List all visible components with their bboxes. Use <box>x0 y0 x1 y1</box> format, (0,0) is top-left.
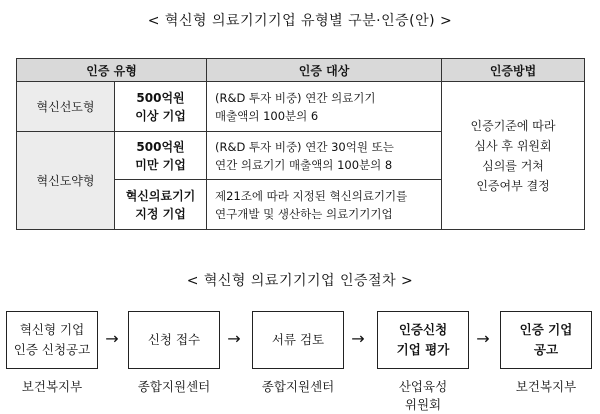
group-innovation-leading: 혁신선도형 <box>17 82 115 132</box>
process-title: < 혁신형 의료기기기업 인증절차 > <box>186 273 414 289</box>
criteria-title: < 혁신형 의료기기기업 유형별 구분·인증(안) > <box>147 13 453 29</box>
step-box-announcement: 혁신형 기업 인증 신청공고 <box>6 311 98 369</box>
table-header-row <box>17 59 585 82</box>
step-box-evaluation: 인증신청 기업 평가 <box>377 311 469 369</box>
arrow-icon: → <box>476 329 490 348</box>
arrow-icon: → <box>227 329 241 348</box>
step-box-final-announcement: 인증 기업 공고 <box>500 311 592 369</box>
group-innovation-leap: 혁신도약형 <box>17 132 115 230</box>
row-type-cell: 혁신의료기기 지정 기업 <box>115 180 207 230</box>
step-org-label: 종합지원센터 <box>261 379 335 394</box>
step-org-label: 종합지원센터 <box>137 379 211 394</box>
row-target-cell: 제21조에 따라 지정된 혁신의료기기를 연구개발 및 생산하는 의료기기기업 <box>207 180 442 230</box>
row-target-cell: (R&D 투자 비중) 연간 의료기기 매출액의 100분의 6 <box>207 82 442 132</box>
arrow-icon: → <box>351 329 365 348</box>
table-row <box>17 82 585 132</box>
certification-criteria-table <box>16 58 585 230</box>
step-box-document-review: 서류 검토 <box>252 311 344 369</box>
row-target-cell: (R&D 투자 비중) 연간 30억원 또는 연간 의료기기 매출액의 100분의 8 <box>207 132 442 180</box>
row-type-cell: 500억원 미만 기업 <box>115 132 207 180</box>
header-cert-type: 인증 유형 <box>17 59 207 82</box>
step-org-label: 보건복지부 <box>21 379 83 394</box>
arrow-icon: → <box>105 329 119 348</box>
step-box-reception: 신청 접수 <box>128 311 220 369</box>
header-cert-method: 인증방법 <box>442 59 585 82</box>
header-cert-target: 인증 대상 <box>207 59 442 82</box>
row-type-cell: 500억원 이상 기업 <box>115 82 207 132</box>
step-org-label: 보건복지부 <box>515 379 577 394</box>
step-org-label: 산업육성 위원회 <box>398 379 448 412</box>
method-cell: 인증기준에 따라 심사 후 위원회 심의를 거쳐 인증여부 결정 <box>442 82 585 230</box>
